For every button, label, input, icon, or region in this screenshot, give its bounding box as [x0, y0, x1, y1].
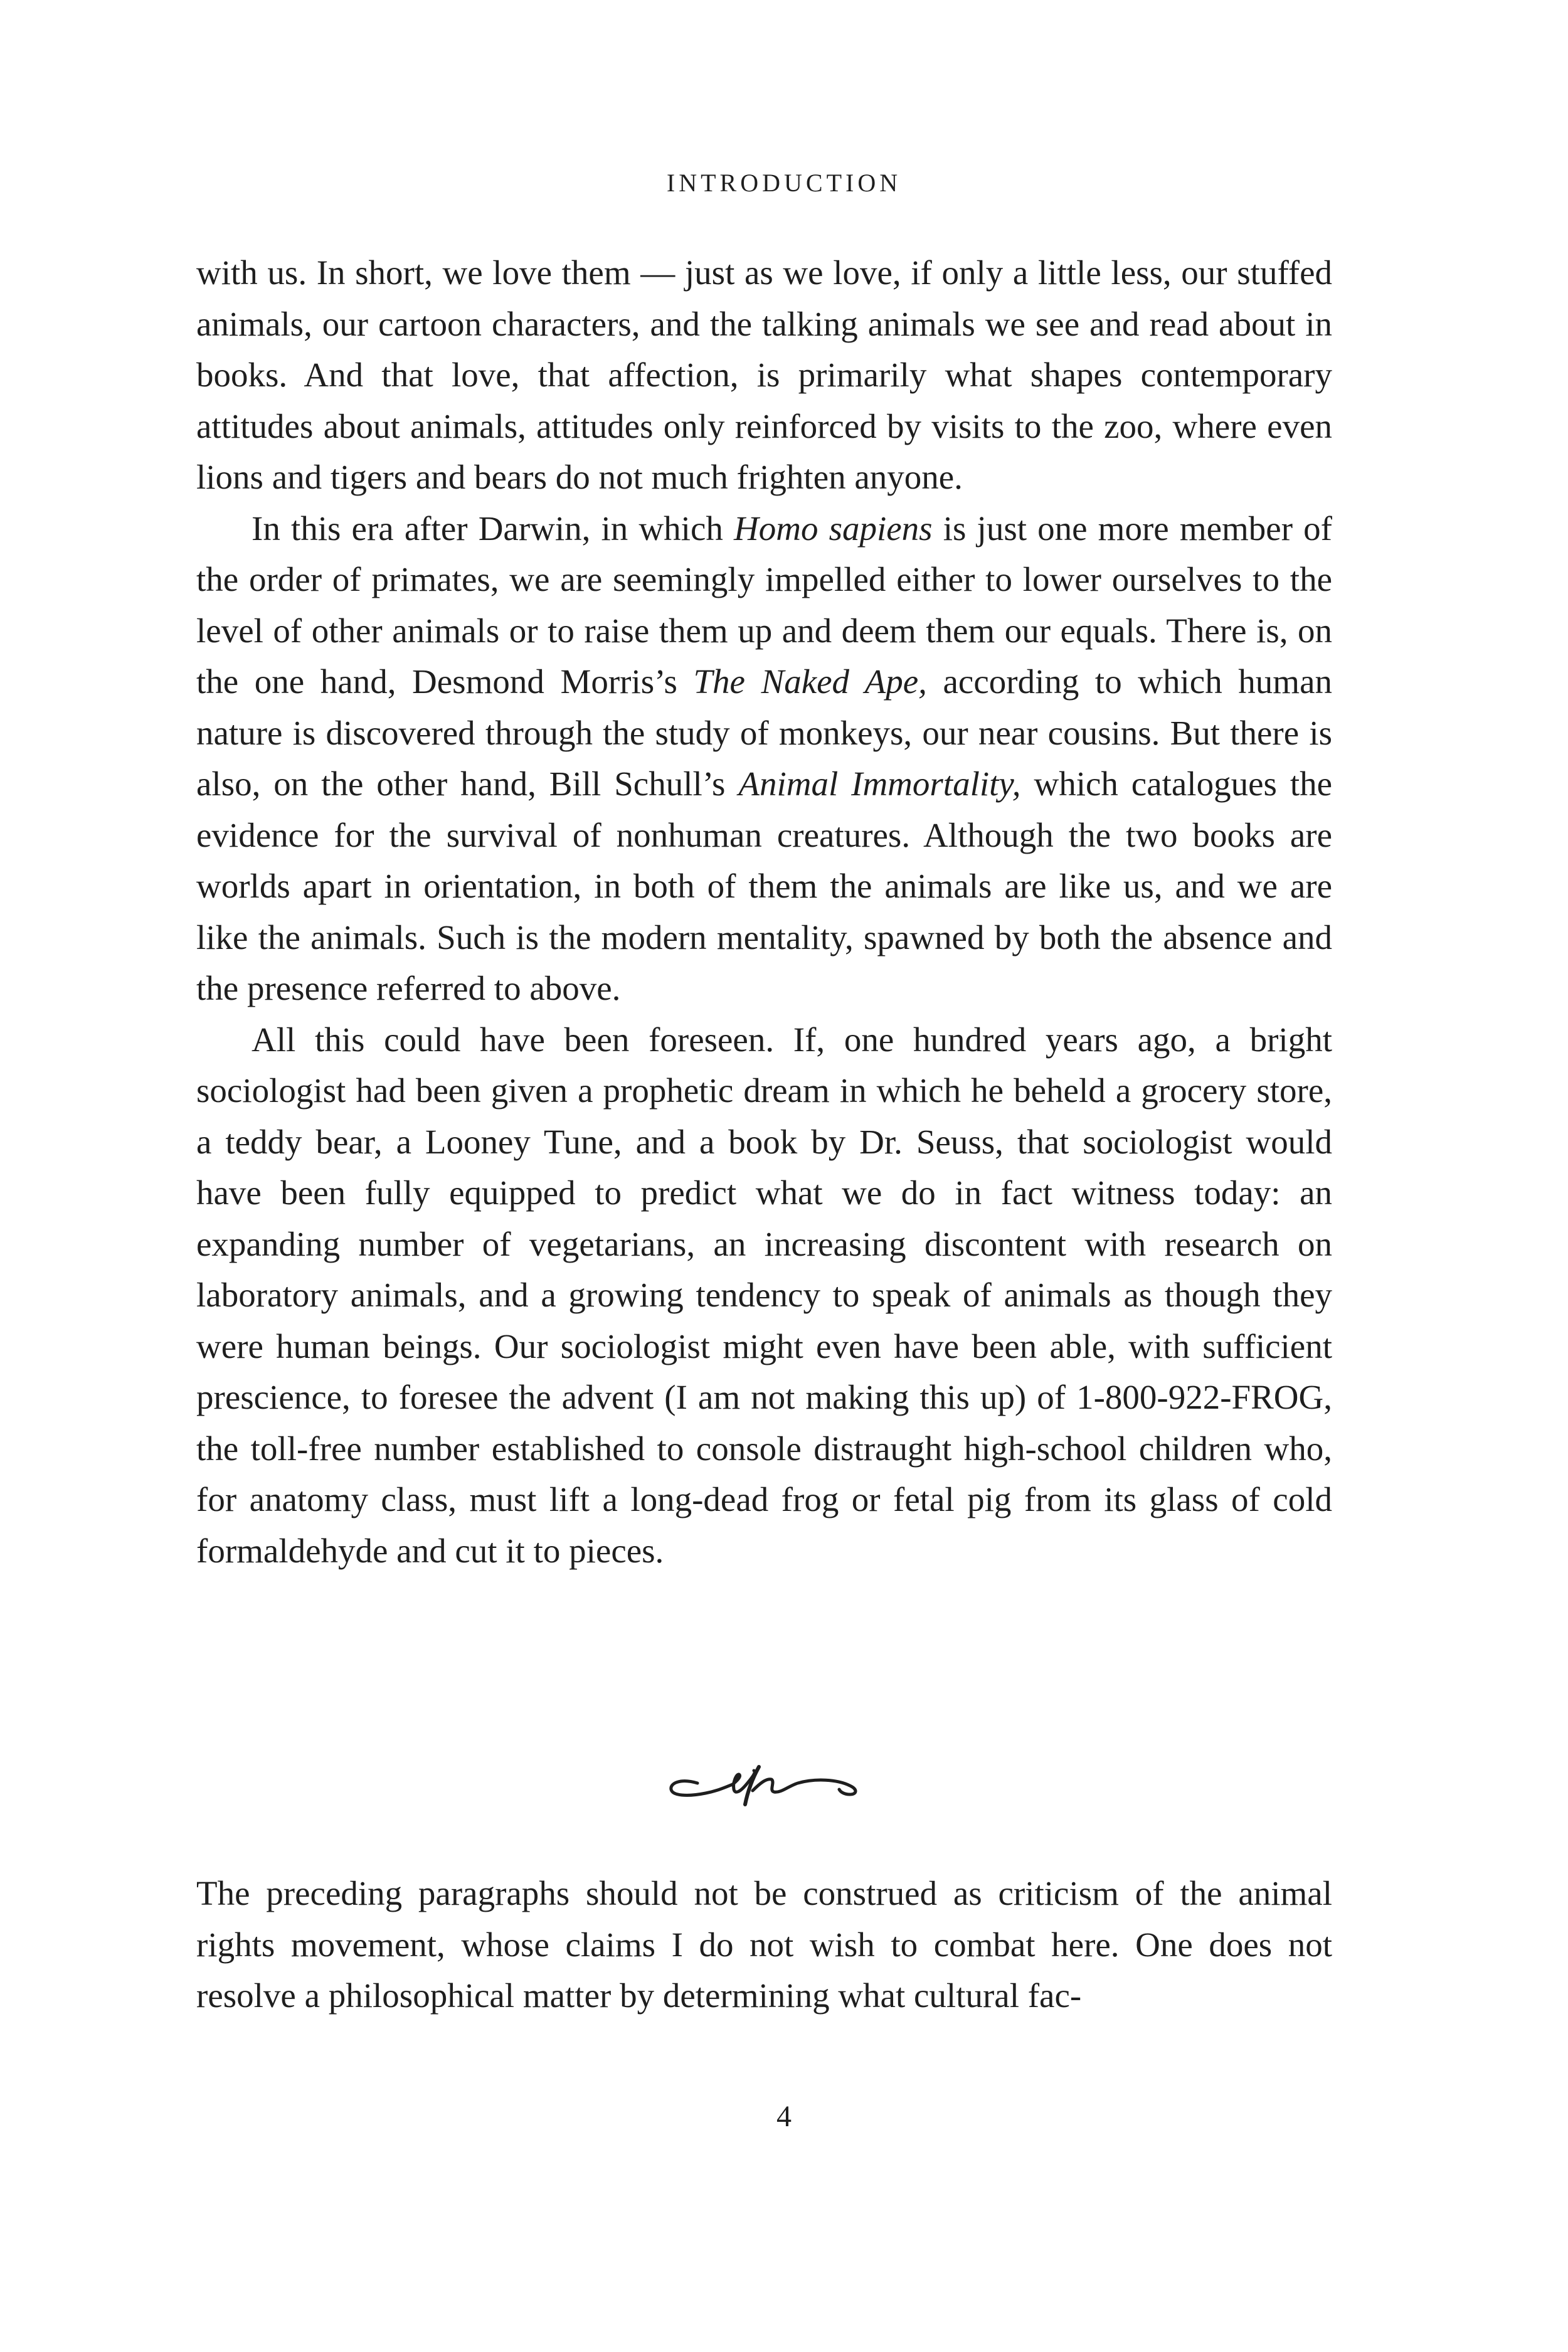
italic-title-homo-sapiens: Homo sapiens: [734, 509, 933, 548]
text-segment: according to which human nature is discovered through the study of monkeys, our near cousins. But there is also, on the other hand, Bill Schull’s: [196, 662, 1333, 803]
body-text-after-break: [196, 1868, 1332, 2021]
italic-title-naked-ape: The Naked Ape,: [693, 662, 927, 701]
italic-title-animal-immortality: Animal Immortality,: [738, 765, 1021, 803]
running-head: INTRODUCTION: [666, 169, 902, 197]
paragraph-3: [196, 1014, 1332, 1577]
paragraph-2: [196, 503, 1332, 1014]
text-segment: which catalogues the evidence for the survival of nonhuman creatures. Although the two books are worlds apart in orientation, in both of them the animals are like us, and we are like the animals. Such is the modern mentality, spawned by both the absence and the presence referred to above.: [196, 765, 1333, 1007]
paragraph-1: [196, 247, 1332, 503]
text-segment: is just one more member of the order of primates, we are seemingly impelled either to lower ourselves to the level of other animals or to raise them up and deem them our equals. There is, on the one hand, Desmond Morris’s: [196, 509, 1332, 701]
text-segment: The preceding paragraphs should not be construed as criticism of the animal rights movement, whose claims I do not wish to combat here. One does not resolve a philosophical matter by determining what cultural fac-: [196, 1874, 1332, 2015]
text-segment: All this could have been foreseen. If, one hundred years ago, a bright sociologist had been given a prophetic dream in which he beheld a grocery store, a teddy bear, a Looney Tune, and a book by Dr. Seuss, that sociologist would have been fully equipped to predict what we do in fact witness today: an expanding number of vegetarians, an increasing discontent with research on laboratory animals, and a growing tendency to speak of animals as though they were human beings. Our sociologist might even have been able, with sufficient prescience, to foresee the advent (I am not making this up) of 1-800-922-FROG, the toll-free number established to console distraught high-school children who, for anatomy class, must lift a long-dead frog or fetal pig from its glass of cold formaldehyde and cut it to pieces.: [196, 1020, 1332, 1570]
flourish-ornament-icon: [659, 1753, 872, 1809]
body-text-top: [196, 247, 1332, 1576]
text-segment: with us. In short, we love them — just as we love, if only a little less, our stuffed animals, our cartoon characters, and the talking animals we see and read about in books. And that love, that affection, is primarily what shapes contemporary attitudes about animals, attitudes only reinforced by visits to the zoo, where even lions and tigers and bears do not much frighten anyone.: [196, 253, 1332, 496]
text-segment: In this era after Darwin, in which: [252, 509, 734, 548]
paragraph-4: [196, 1868, 1332, 2021]
page-number: 4: [776, 2100, 792, 2133]
